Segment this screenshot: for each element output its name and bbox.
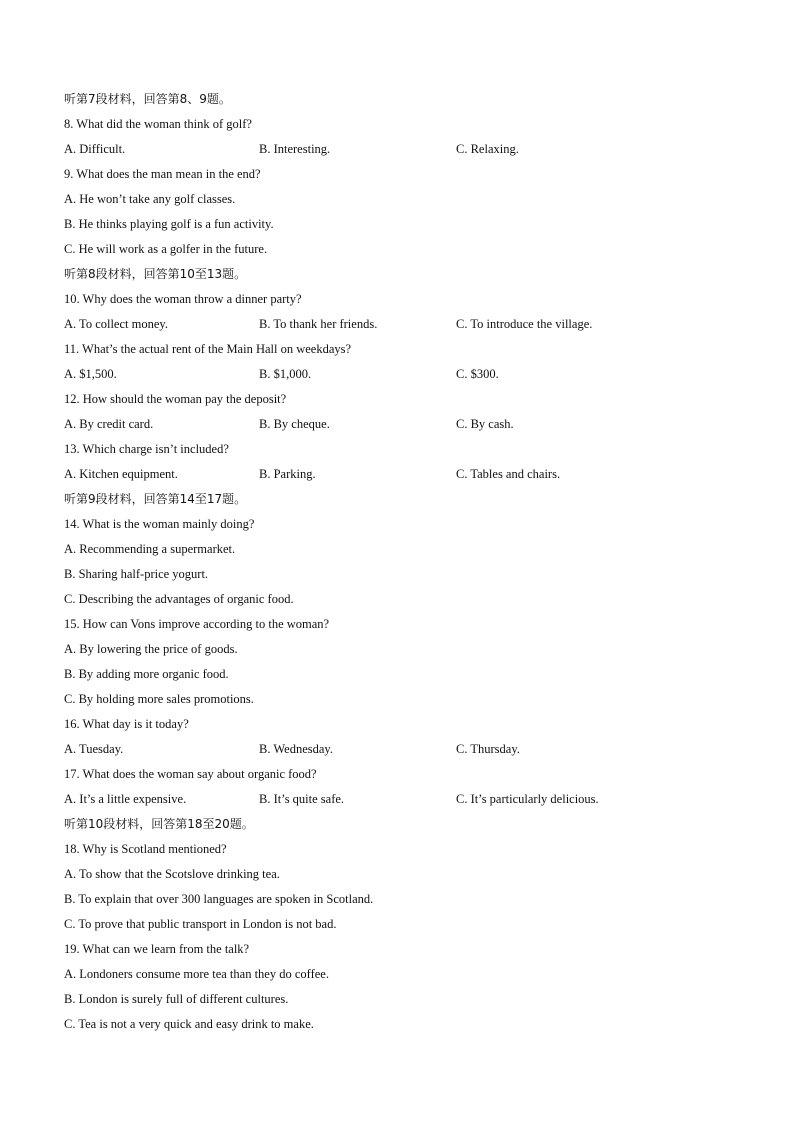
option-a: A. To show that the Scotslove drinking tea. (64, 867, 280, 881)
option-c: C. It’s particularly delicious. (456, 792, 599, 806)
option-b: B. London is surely full of different cultures. (64, 992, 289, 1006)
option-c: C. Describing the advantages of organic food. (64, 592, 294, 606)
document-page (64, 87, 744, 1037)
option-a: A. Recommending a supermarket. (64, 542, 236, 556)
option-c: C. Tables and chairs. (456, 467, 561, 481)
option-a: A. Londoners consume more tea than they do coffee. (64, 967, 329, 981)
question-stem: 13. Which charge isn’t included? (64, 442, 229, 456)
option-c: C. $300. (456, 367, 499, 381)
options-row (64, 737, 744, 762)
option-b: B. Interesting. (259, 142, 331, 156)
question-stem: 12. How should the woman pay the deposit? (64, 392, 287, 406)
options-row (64, 137, 744, 162)
question-stem: 19. What can we learn from the talk? (64, 942, 250, 956)
options-row (64, 462, 744, 487)
section-heading: 听第7段材料，回答第8、9题。 (64, 92, 231, 106)
question-stem: 8. What did the woman think of golf? (64, 117, 252, 131)
question-stem: 9. What does the man mean in the end? (64, 167, 261, 181)
option-c: C. Relaxing. (456, 142, 519, 156)
options-row (64, 362, 744, 387)
question-stem: 18. Why is Scotland mentioned? (64, 842, 227, 856)
option-b: B. Sharing half-price yogurt. (64, 567, 209, 581)
option-b: B. He thinks playing golf is a fun activity. (64, 217, 274, 231)
option-a: A. By lowering the price of goods. (64, 642, 238, 656)
option-c: C. He will work as a golfer in the future. (64, 242, 268, 256)
question-stem: 17. What does the woman say about organic food? (64, 767, 317, 781)
option-a: A. By credit card. (64, 417, 154, 431)
question-stem: 15. How can Vons improve according to the woman? (64, 617, 330, 631)
option-c: C. To prove that public transport in London is not bad. (64, 917, 337, 931)
question-stem: 16. What day is it today? (64, 717, 189, 731)
option-a: A. To collect money. (64, 317, 168, 331)
options-row (64, 312, 744, 337)
option-c: C. To introduce the village. (456, 317, 593, 331)
question-stem: 14. What is the woman mainly doing? (64, 517, 255, 531)
option-b: B. By cheque. (259, 417, 330, 431)
option-a: A. Tuesday. (64, 742, 124, 756)
option-a: A. Difficult. (64, 142, 126, 156)
section-heading: 听第8段材料，回答第10至13题。 (64, 267, 247, 281)
option-b: B. It’s quite safe. (259, 792, 345, 806)
option-c: C. Thursday. (456, 742, 520, 756)
option-c: C. Tea is not a very quick and easy drink to make. (64, 1017, 314, 1031)
option-a: A. It’s a little expensive. (64, 792, 187, 806)
section-heading: 听第9段材料，回答第14至17题。 (64, 492, 247, 506)
option-a: A. Kitchen equipment. (64, 467, 178, 481)
option-b: B. $1,000. (259, 367, 312, 381)
option-b: B. To thank her friends. (259, 317, 378, 331)
option-a: A. He won’t take any golf classes. (64, 192, 236, 206)
question-stem: 10. Why does the woman throw a dinner party? (64, 292, 302, 306)
option-c: C. By holding more sales promotions. (64, 692, 254, 706)
option-b: B. Parking. (259, 467, 316, 481)
option-b: B. By adding more organic food. (64, 667, 229, 681)
option-b: B. To explain that over 300 languages are spoken in Scotland. (64, 892, 374, 906)
section-heading: 听第10段材料，回答第18至20题。 (64, 817, 254, 831)
options-row (64, 787, 744, 812)
question-stem: 11. What’s the actual rent of the Main Hall on weekdays? (64, 342, 352, 356)
option-c: C. By cash. (456, 417, 514, 431)
options-row (64, 412, 744, 437)
option-a: A. $1,500. (64, 367, 117, 381)
option-b: B. Wednesday. (259, 742, 333, 756)
